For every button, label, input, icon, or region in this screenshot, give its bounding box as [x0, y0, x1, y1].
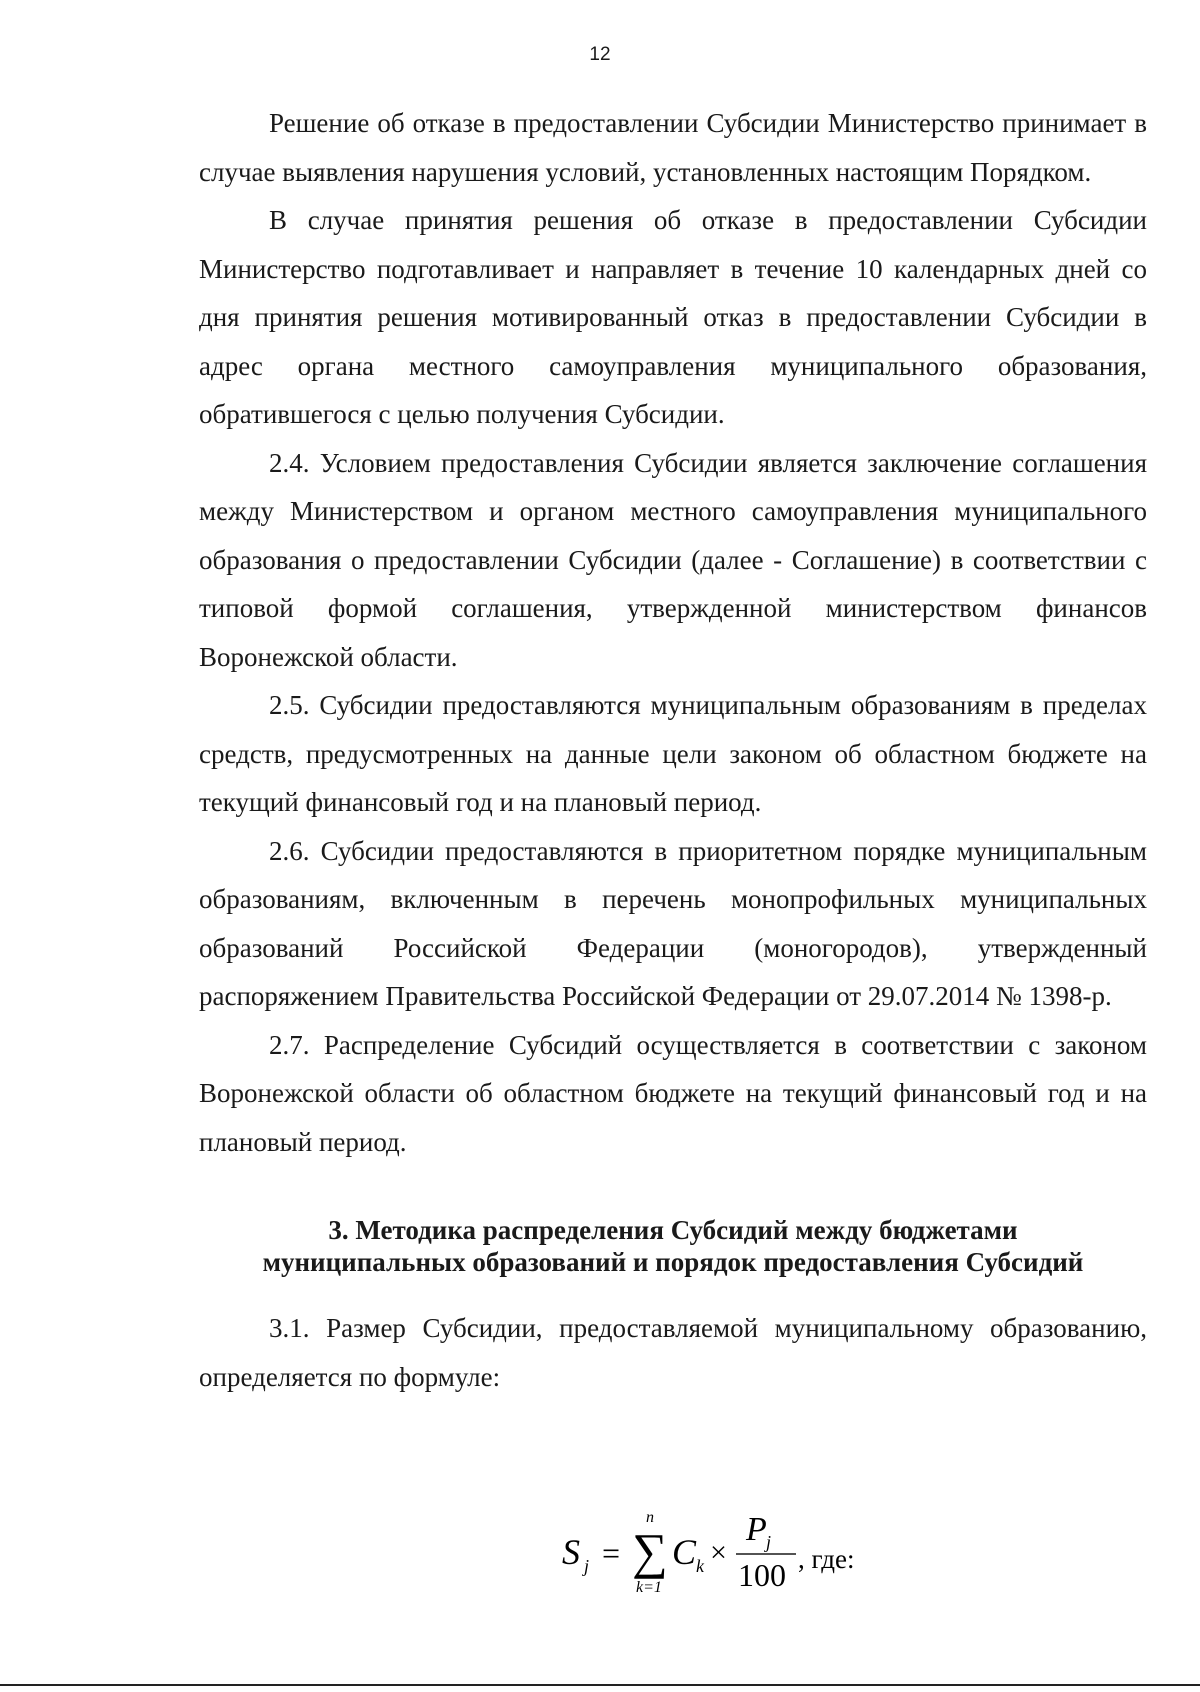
- formula-denominator: 100: [738, 1557, 786, 1593]
- formula-suffix: , где:: [798, 1544, 855, 1574]
- paragraph-refusal-decision: Решение об отказе в предоставлении Субсидии Министерство принимает в случае выявления нарушения условий, установленных настоящим Порядком.: [199, 108, 1147, 187]
- subsidy-formula: [560, 1502, 860, 1598]
- paragraph-2-7: 2.7. Распределение Субсидий осуществляется в соответствии с законом Воронежской области об областном бюджете на текущий финансовый год и на плановый период.: [199, 1029, 1147, 1157]
- page-bottom-rule: [0, 1684, 1200, 1686]
- paragraph-2-5: 2.5. Субсидии предоставляются муниципальным образованиям в пределах средств, предусмотренных на данные цели законом об областном бюджете на текущий финансовый год и на плановый период.: [199, 690, 1147, 817]
- section-heading-line-1: 3. Методика распределения Субсидий между бюджетами: [328, 1215, 1018, 1245]
- section-heading-line-2: муниципальных образований и порядок предоставления Субсидий: [262, 1247, 1084, 1277]
- paragraph-2-6: 2.6. Субсидии предоставляются в приоритетном порядке муниципальным образованиям, включенным в перечень монопрофильных муниципальных образований Российской Федерации (моногородов), утвержденный распоряжением Правительства Российской Федерации от 29.07.2014 № 1398-р.: [199, 835, 1147, 1011]
- formula-term-sub: k: [696, 1556, 704, 1576]
- formula-sum-upper: n: [646, 1509, 654, 1526]
- paragraph-refusal-notice: В случае принятия решения об отказе в предоставлении Субсидии Министерство подготавливает и направляет в течение 10 календарных дней со дня принятия решения мотивированный отказ в предоставлении Субсидии в адрес органа местного самоуправления муниципального образования, обратившегося с целью получения Субсидии.: [199, 205, 1147, 429]
- formula-lhs: S: [562, 1532, 580, 1572]
- formula-lhs-sub: j: [584, 1556, 590, 1576]
- document-body: [199, 99, 1147, 1401]
- formula-sum-sign: ∑: [632, 1523, 668, 1579]
- formula-term: C: [672, 1532, 697, 1572]
- formula-svg: [560, 1502, 860, 1598]
- page-number: 12: [589, 44, 611, 65]
- formula-sum-lower: k=1: [636, 1579, 662, 1596]
- paragraph-2-4: 2.4. Условием предоставления Субсидии является заключение соглашения между Министерством и органом местного самоуправления муниципального образования о предоставлении Субсидии (далее - Соглашение) в соответствии с типовой формой соглашения, утвержденной министерством финансов Воронежской области.: [199, 447, 1147, 672]
- formula-equals: =: [602, 1535, 621, 1571]
- formula-times: ×: [710, 1536, 727, 1569]
- formula-numerator: P: [746, 1511, 767, 1548]
- paragraph-3-1: 3.1. Размер Субсидии, предоставляемой муниципальному образованию, определяется по формуле:: [199, 1313, 1147, 1392]
- section-heading: [199, 1214, 1147, 1278]
- formula-numerator-sub: j: [766, 1532, 772, 1552]
